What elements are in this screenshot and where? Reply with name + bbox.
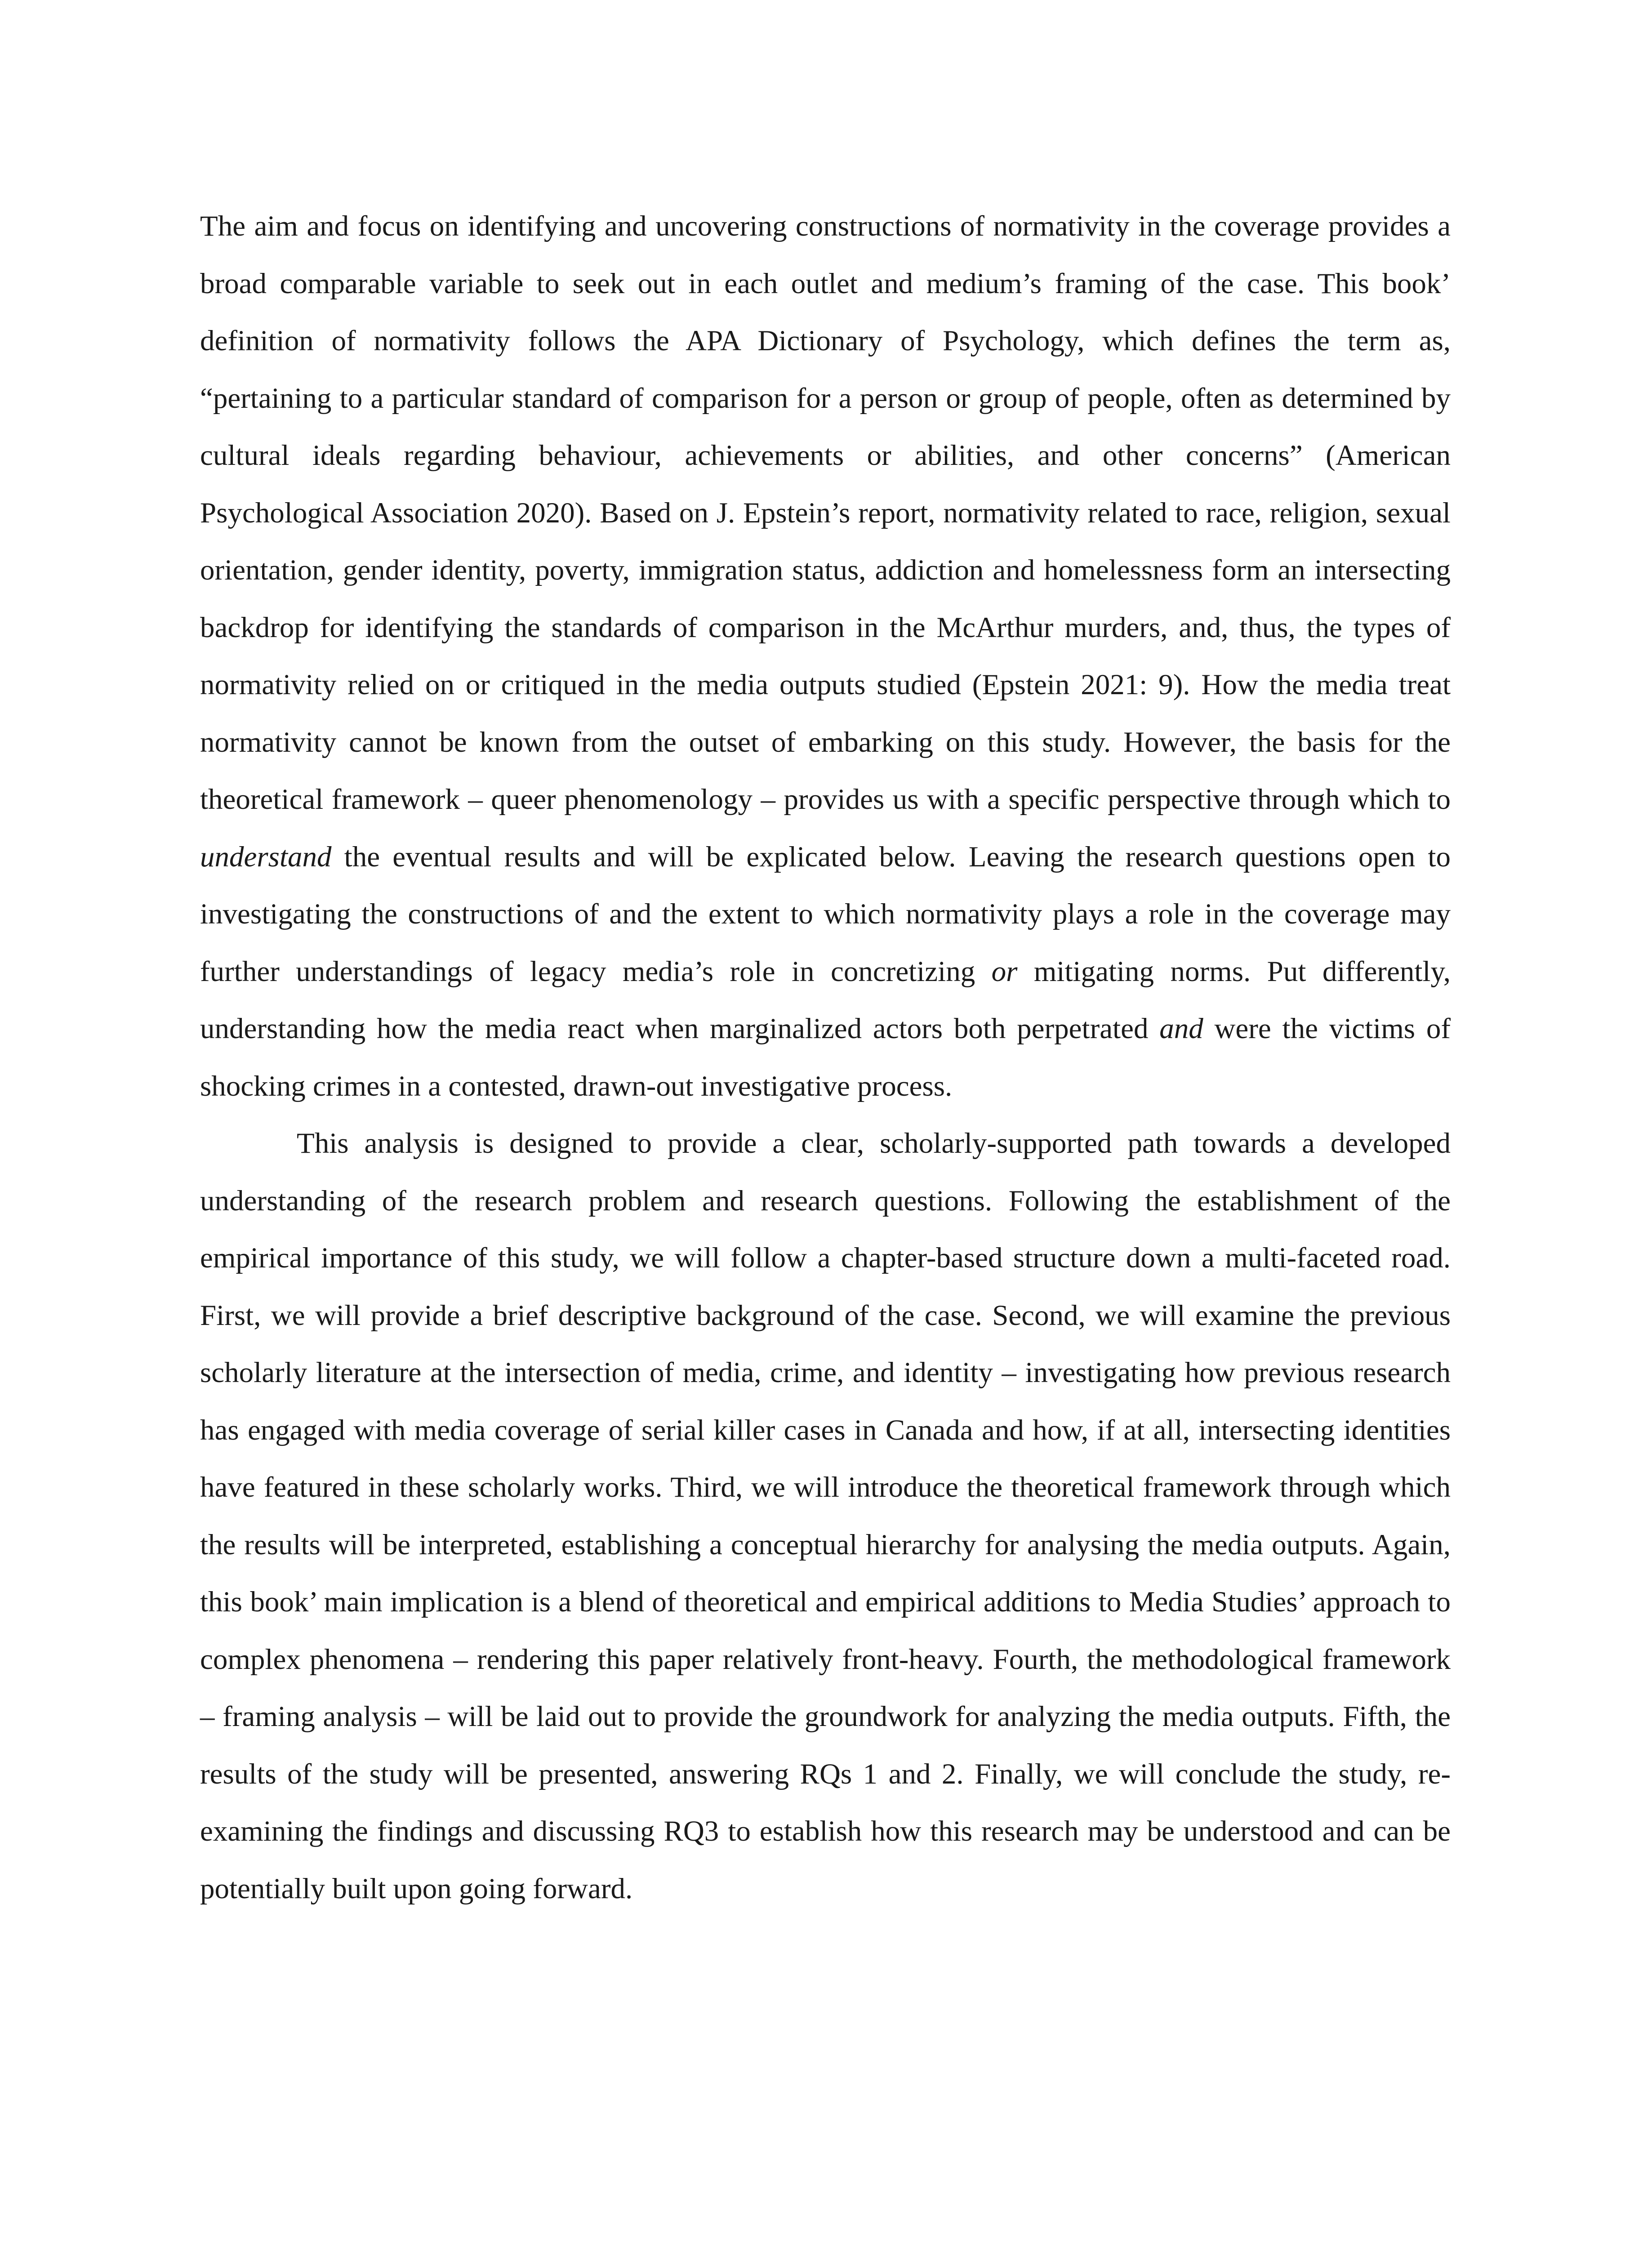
- paragraph-1-segment: mitigating norms. Put differently, understanding how the media react when marginalized actors both perpetrated: [200, 955, 1451, 1045]
- emphasis-or: or: [991, 955, 1018, 988]
- emphasis-and: and: [1159, 1012, 1203, 1045]
- paragraph-normativity-definition: [200, 198, 1451, 1115]
- paragraph-1-segment: were the victims of shocking crimes in a contested, drawn-out investigative process.: [200, 1012, 1451, 1102]
- body-text: [200, 198, 1451, 1918]
- paragraph-1-segment: The aim and focus on identifying and uncovering constructions of normativity in the coverage provides a broad comparable variable to seek out in each outlet and medium’s framing of the case. This book’ definition of normativity follows the APA Dictionary of Psychology, which defines the term as, “pertaining to a particular standard of comparison for a person or group of people, often as determined by cultural ideals regarding behaviour, achievements or abilities, and other concerns” (American Psychological Association 2020). Based on J. Epstein’s report, normativity related to race, religion, sexual orientation, gender identity, poverty, immigration status, addiction and homelessness form an intersecting backdrop for identifying the standards of comparison in the McArthur murders, and, thus, the types of normativity relied on or critiqued in the media outputs studied (Epstein 2021: 9). How the media treat normativity cannot be known from the outset of embarking on this study. However, the basis for the theoretical framework – queer phenomenology – provides us with a specific perspective through which to: [200, 210, 1451, 816]
- paragraph-1-segment: the eventual results and will be explicated below. Leaving the research questions open to investigating the constructions of and the extent to which normativity plays a role in the coverage may further understandings of legacy media’s role in concretizing: [200, 840, 1451, 988]
- emphasis-understand: understand: [200, 840, 332, 873]
- paragraph-analysis-structure: This analysis is designed to provide a clear, scholarly-supported path towards a developed understanding of the research problem and research questions. Following the establishment of the empirical importance of this study, we will follow a chapter-based structure down a multi-faceted road. First, we will provide a brief descriptive background of the case. Second, we will examine the previous scholarly literature at the intersection of media, crime, and identity – investigating how previous research has engaged with media coverage of serial killer cases in Canada and how, if at all, intersecting identities have featured in these scholarly works. Third, we will introduce the theoretical framework through which the results will be interpreted, establishing a conceptual hierarchy for analysing the media outputs. Again, this book’ main implication is a blend of theoretical and empirical additions to Media Studies’ approach to complex phenomena – rendering this paper relatively front-heavy. Fourth, the methodological framework – framing analysis – will be laid out to provide the groundwork for analyzing the media outputs. Fifth, the results of the study will be presented, answering RQs 1 and 2. Finally, we will conclude the study, re-examining the findings and discussing RQ3 to establish how this research may be understood and can be potentially built upon going forward.: [200, 1127, 1451, 1905]
